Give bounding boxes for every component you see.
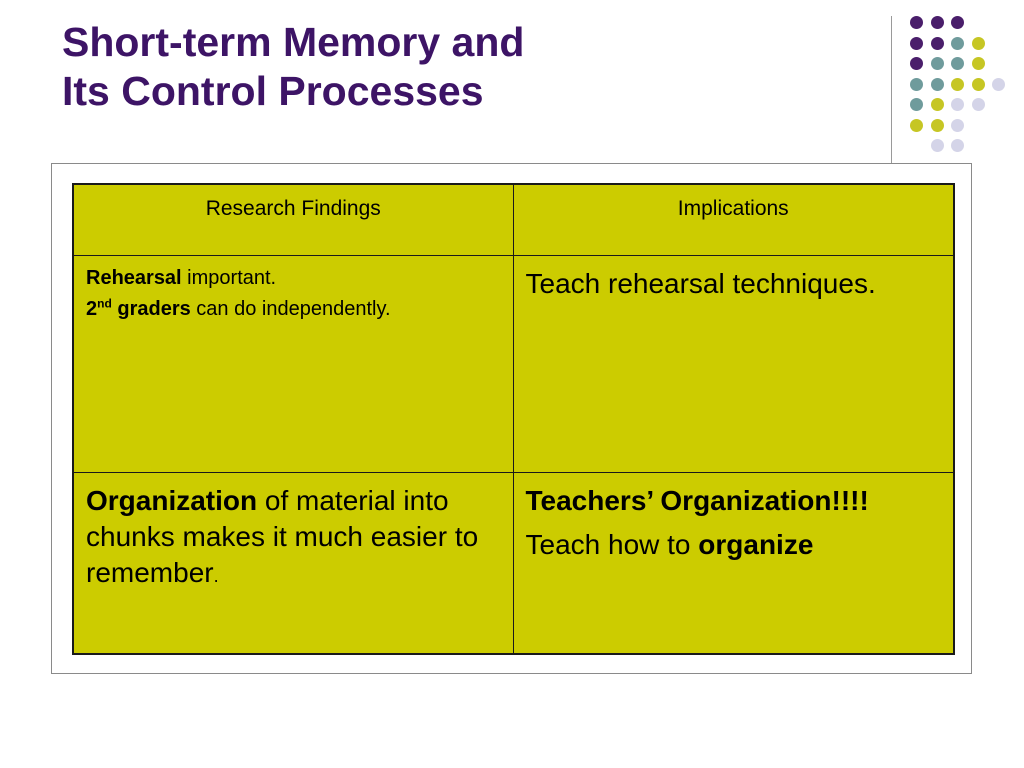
decorative-dot — [931, 119, 944, 132]
keyword-rehearsal: Rehearsal — [86, 267, 182, 289]
decorative-dot — [910, 16, 923, 29]
keyword-graders: graders — [111, 298, 191, 320]
title-line-1: Short-term Memory and — [62, 19, 525, 65]
implication-cell — [513, 473, 954, 655]
finding-cell — [73, 256, 513, 473]
header-implications: Implications — [513, 184, 954, 256]
keyword-organize: organize — [698, 529, 814, 560]
finding-text: important. — [181, 267, 277, 289]
decorative-dot — [931, 78, 944, 91]
decorative-dot — [910, 78, 923, 91]
decorative-dot — [951, 37, 964, 50]
decorative-dot — [951, 119, 964, 132]
decorative-dot — [972, 98, 985, 111]
decorative-dot — [992, 78, 1005, 91]
decorative-dot — [972, 57, 985, 70]
decorative-dot — [931, 98, 944, 111]
decorative-dot — [951, 57, 964, 70]
title-line-2: Its Control Processes — [62, 68, 484, 114]
finding-cell — [73, 473, 513, 655]
finding-rehearsal — [86, 266, 501, 291]
decorative-dot — [910, 98, 923, 111]
keyword-teachers-organization: Teachers’ Organization!!!! — [525, 485, 869, 516]
grade-suffix: nd — [97, 296, 112, 311]
implication-rehearsal: Teach rehearsal techniques. — [525, 268, 876, 299]
implication-cell — [513, 256, 954, 473]
finding-text: can do independently. — [190, 298, 391, 320]
slide-title — [62, 18, 842, 116]
grade-number: 2 — [86, 298, 98, 320]
implication-teach-organize — [526, 527, 942, 563]
decorative-dot — [972, 78, 985, 91]
finding-period: . — [213, 566, 219, 586]
decorative-dot — [951, 139, 964, 152]
table-row — [73, 473, 954, 655]
decorative-dot — [910, 57, 923, 70]
implication-text: Teach how to — [525, 529, 699, 560]
decorative-dot — [931, 57, 944, 70]
decorative-dot — [972, 37, 985, 50]
decorative-dot — [931, 16, 944, 29]
decorative-dot — [951, 16, 964, 29]
finding-organization — [86, 483, 501, 594]
decorative-dot — [951, 78, 964, 91]
findings-table — [72, 183, 955, 655]
keyword-organization: Organization — [86, 485, 258, 516]
decorative-dot — [931, 139, 944, 152]
decorative-dot — [910, 119, 923, 132]
table-row — [73, 256, 954, 473]
decorative-divider — [891, 16, 892, 164]
finding-text: of material into chunks makes it much easier to remember — [86, 485, 479, 588]
decorative-dot — [951, 98, 964, 111]
implication-teachers-organization — [526, 483, 942, 519]
table-header-row — [73, 184, 954, 256]
header-research-findings: Research Findings — [73, 184, 513, 256]
decorative-dot — [931, 37, 944, 50]
finding-graders — [86, 297, 501, 322]
decorative-dot — [910, 37, 923, 50]
